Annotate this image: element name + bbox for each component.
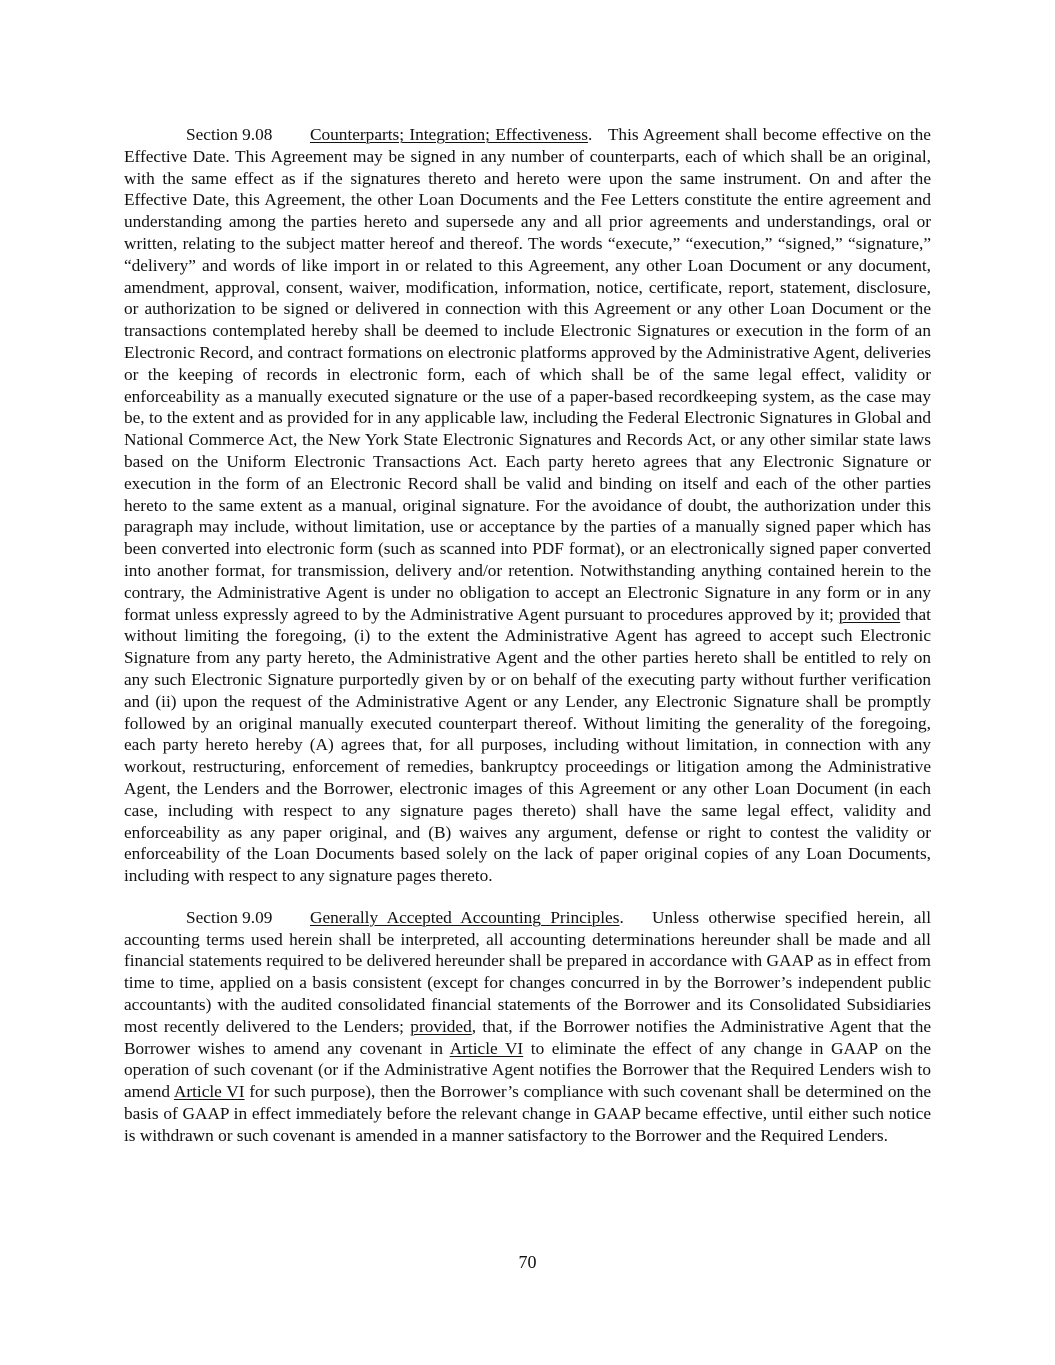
section-9-09-paragraph [124,907,931,1147]
heading-punctuation: . [619,907,624,927]
heading-punctuation: . [588,125,593,144]
section-heading: Generally Accepted Accounting Principles [310,907,620,927]
section-number: Section 9.08 [186,125,273,144]
body-text: Unless otherwise specified herein, all accounting terms used herein shall be interpreted, all accounting determinations hereunder shall be made and all financial statements required to be delivered hereunder shall be prepared in accordance with GAAP as in effect from time to time, applied on a basis consistent (except for changes concurred in by the Borrower’s independent public accountants) with the audited consolidated financial statements of the Borrower and its Consolidated Subsidiaries most recently delivered to the Lenders; [124,907,932,1036]
document-page [124,124,931,1147]
body-text: that without limiting the foregoing, (i) to the extent the Administrative Agent has agreed to accept such Electronic Signature from any party hereto, the Administrative Agent and the other parties hereto shall be entitled to rely on any such Electronic Signature purportedly given by or on behalf of the executing party without further verification and (ii) upon the request of the Administrative Agent or any Lender, any Electronic Signature shall be promptly followed by an original manually executed counterpart thereof. Without limiting the generality of the foregoing, each party hereto hereby (A) agrees that, for all purposes, including without limitation, in connection with any workout, restructuring, enforcement of remedies, bankruptcy proceedings or litigation among the Administrative Agent, the Lenders and the Borrower, electronic images of this Agreement or any other Loan Document (in each case, including with respect to any signature pages thereto) shall have the same legal effect, validity and enforceability as any paper original, and (B) waives any argument, defense or right to contest the validity or enforceability of the Loan Documents based solely on the lack of paper original copies of any Loan Documents, including with respect to any signature pages thereto. [124,604,931,886]
section-number: Section 9.09 [186,907,273,927]
section-heading: Counterparts; Integration; Effectiveness [310,125,589,144]
article-reference: Article VI [449,1038,524,1058]
body-text: This Agreement shall become effective on the Effective Date. This Agreement may be signed in any number of counterparts, each of which shall be an original, with the same effect as if the signatures thereto and hereto were upon the same instrument. On and after the Effective Date, this Agreement, the other Loan Documents and the Fee Letters constitute the entire agreement and understanding among the parties hereto and supersede any and all prior agreements and understandings, oral or written, relating to the subject matter hereof and thereof. The words “execute,” “execution,” “signed,” “signature,” “delivery” and words of like import in or related to this Agreement, any other Loan Document or any document, amendment, approval, consent, waiver, modification, information, notice, certificate, report, statement, disclosure, or authorization to be signed or delivered in connection with this Agreement or any other Loan Document or the transactions contemplated hereby shall be deemed to include Electronic Signatures or execution in the form of an Electronic Record, and contract formations on electronic platforms approved by the Administrative Agent, deliveries or the keeping of records in electronic form, each of which shall be of the same legal effect, validity or enforceability as a manually executed signature or the use of a paper-based recordkeeping system, as the case may be, to the extent and as provided for in any applicable law, including the Federal Electronic Signatures in Global and National Commerce Act, the New York State Electronic Signatures and Records Act, or any other similar state laws based on the Uniform Electronic Transactions Act. Each party hereto agrees that any Electronic Signature or execution in the form of an Electronic Record shall be valid and binding on itself and each of the other parties hereto to the same extent as a manual, original signature. For the avoidance of doubt, the authorization under this paragraph may include, without limitation, use or acceptance by the parties of a manually signed paper which has been converted into electronic form (such as scanned into PDF format), or an electronically signed paper converted into another format, for transmission, delivery and/or retention. Notwithstanding anything contained herein to the contrary, the Administrative Agent is under no obligation to accept an Electronic Signature in any form or in any format unless expressly agreed to by the Administrative Agent pursuant to procedures approved by it; [124,125,931,624]
provided-term: provided [838,604,901,624]
body-text: to eliminate the effect of any change in GAAP on the operation of such covenant (or if the Administrative Agent notifies the Borrower that the Required Lenders wish to amend [124,1038,932,1102]
body-text: for such purpose), then the Borrower’s compliance with such covenant shall be determined on the basis of GAAP in effect immediately before the relevant change in GAAP became effective, until either such notice is withdrawn or such covenant is amended in a manner satisfactory to the Borrower and the Required Lenders. [124,1082,931,1145]
body-text: , that, if the Borrower notifies the Administrative Agent that the Borrower wishes to amend any covenant in [124,1016,931,1058]
article-reference: Article VI [173,1082,245,1102]
section-9-08-paragraph [124,124,931,887]
provided-term: provided [410,1016,472,1036]
page-number: 70 [518,1252,537,1272]
